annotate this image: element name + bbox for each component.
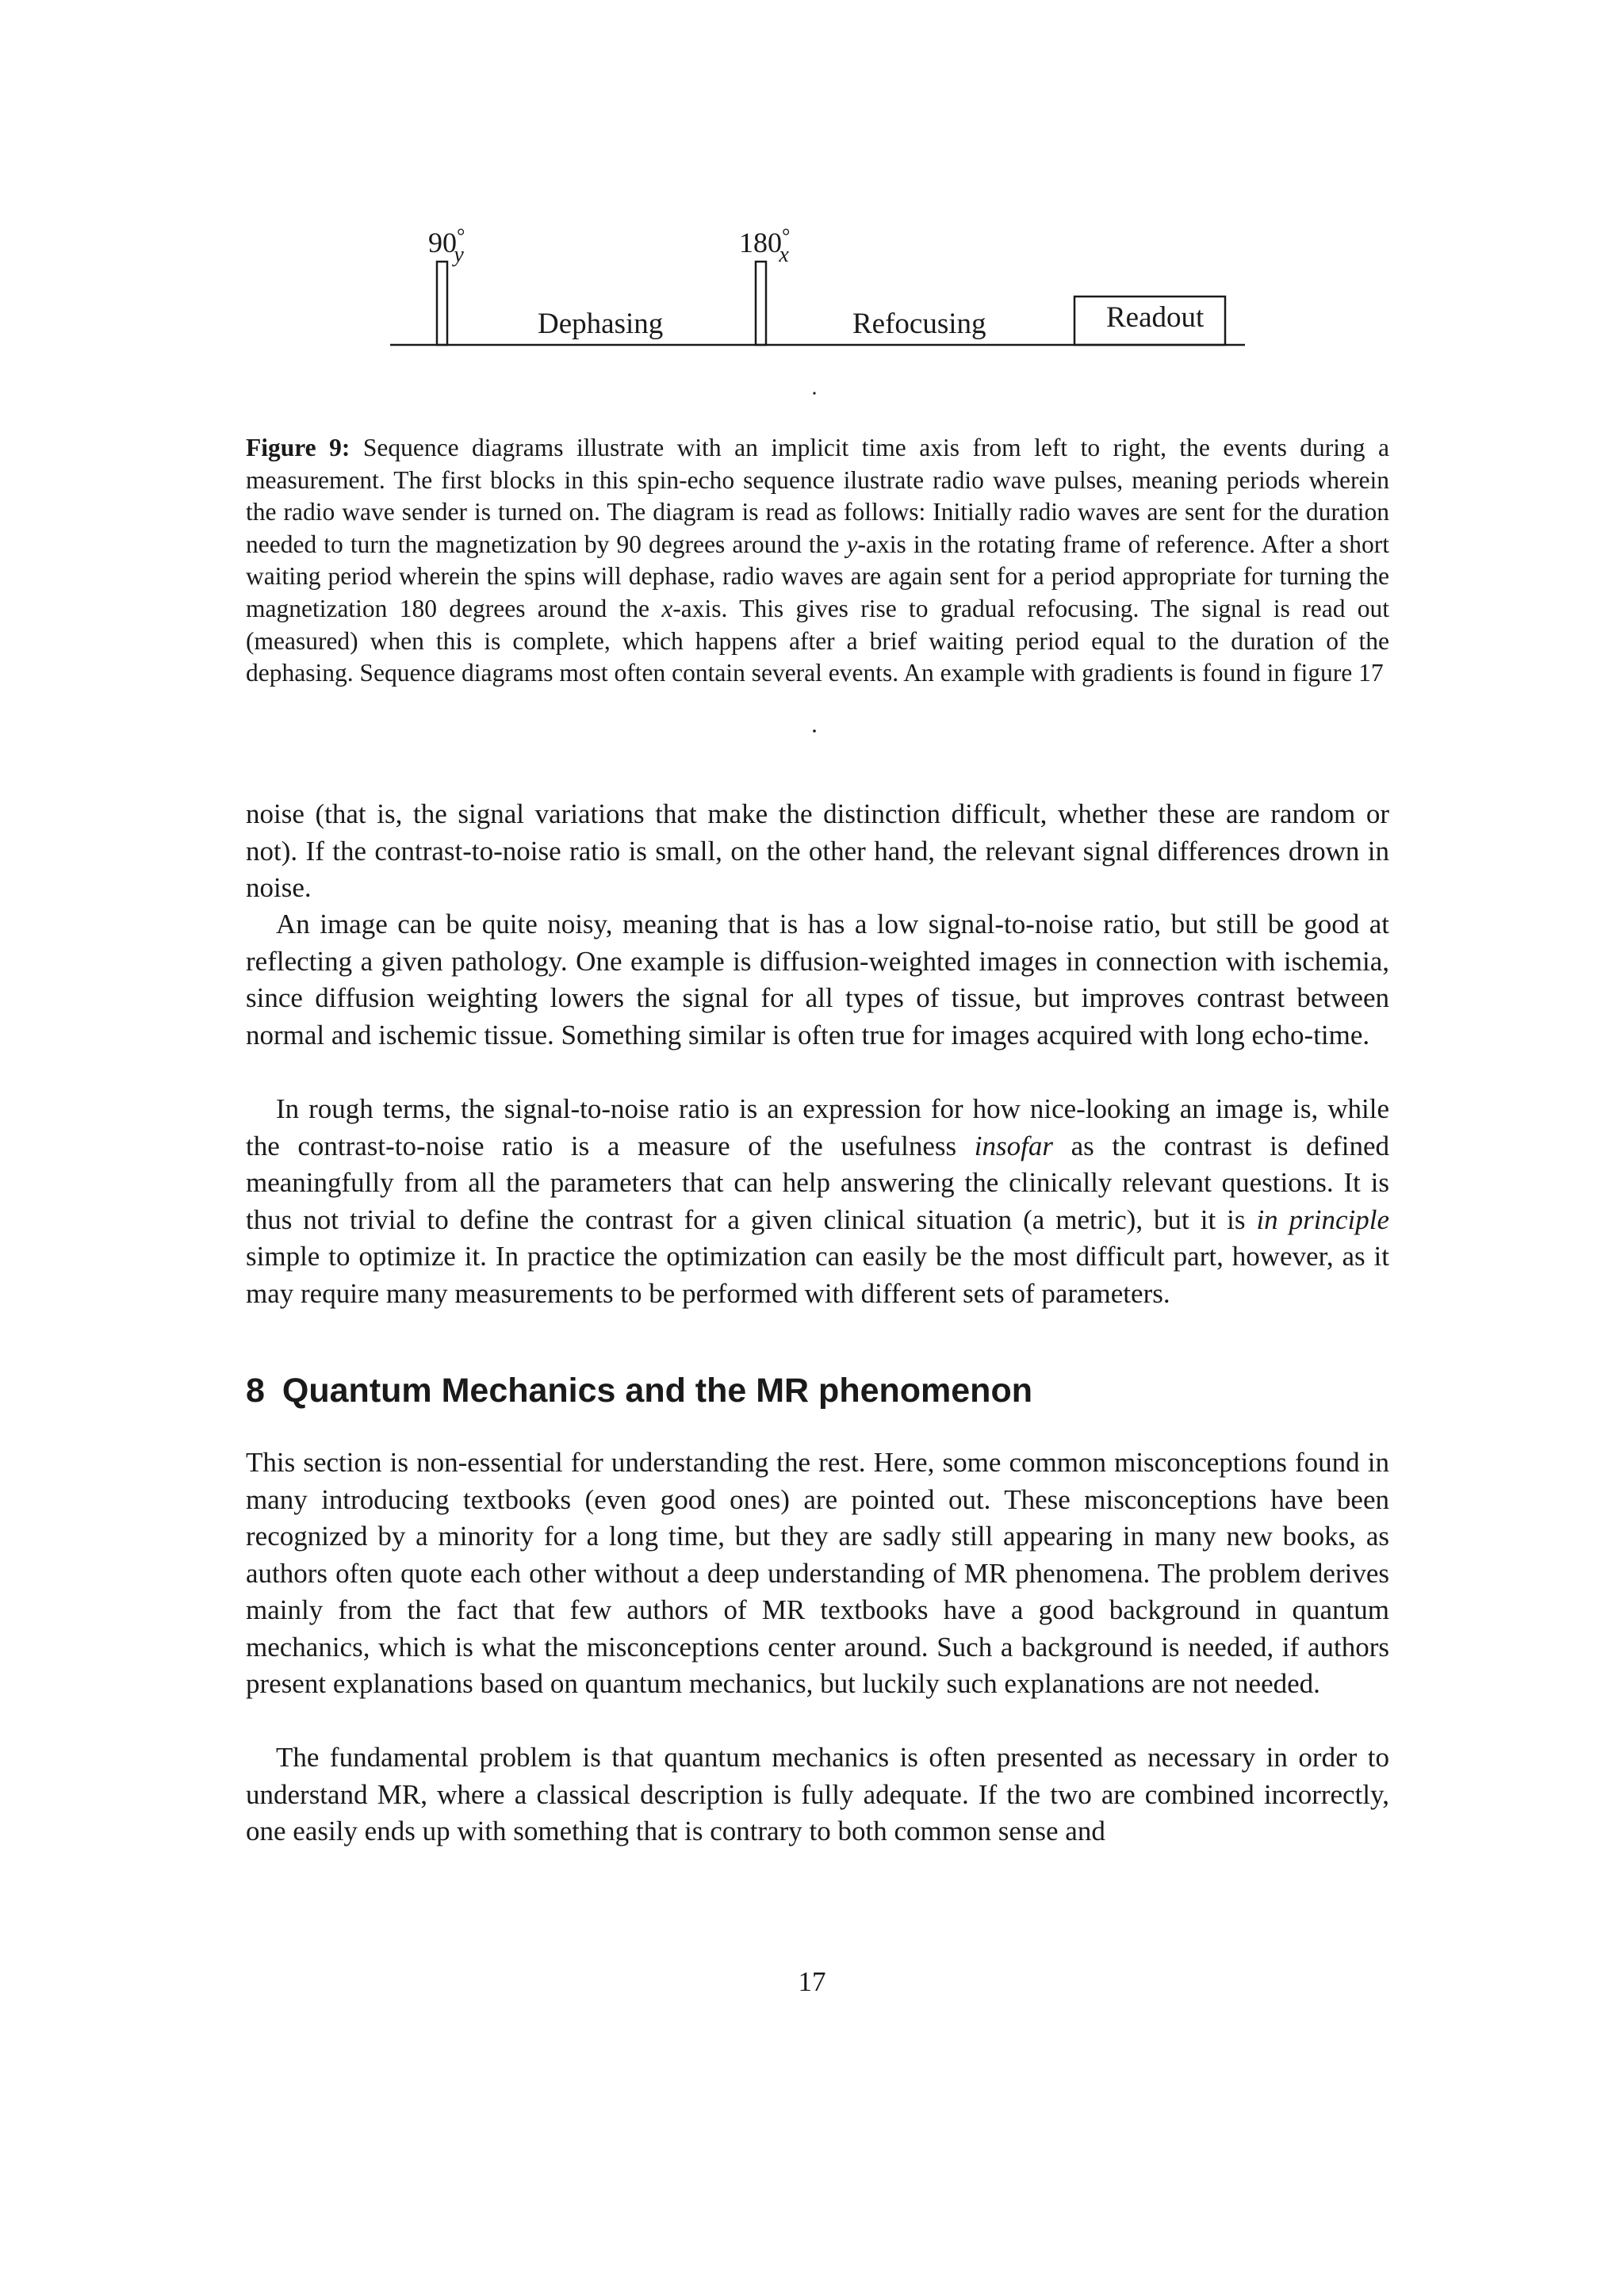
paragraph-section-intro: This section is non-essential for understanding the rest. Here, some common misconceptions found in many introducing textbooks (even good ones) are pointed out. These misconceptions have been recognized by a minority for a long time, but they are sadly still appearing in many new books, as authors often quote each other without a deep understanding of MR phenomena. The problem derives mainly from the fact that few authors of MR textbooks have a good background in quantum mechanics, which is what the misconceptions center around. Such a background is needed, if authors present explanations based on quantum mechanics, but luckily such explanations are not needed. [246, 1447, 1389, 1699]
pulse-180-label: 180° x [739, 224, 791, 267]
paragraph-fundamental-problem: The fundamental problem is that quantum mechanics is often presented as necessary in order to understand MR, where a classical description is fully adequate. If the two are combined incorrectly, one easily ends up with something that is contrary to both common sense and [246, 1742, 1389, 1846]
section-title: Quantum Mechanics and the MR phenomenon [282, 1372, 1032, 1410]
paragraph-contrast-noise: noise (that is, the signal variations that make the distinction difficult, whether these are random or not). If the contrast-to-noise ratio is small, on the other hand, the relevant signal differences drown in noise. [246, 798, 1389, 903]
pulse-90-block [437, 262, 447, 345]
figure-caption: Figure 9: Sequence diagrams illustrate with an implicit time axis from left to right, the events during a measurement. The first blocks in this spin-echo sequence ilustrate radio wave pulses, meaning periods wherein the radio wave sender is turned on. The diagram is read as follows: Initially radio waves are sent for the duration needed to turn the magnetization by 90 degrees around the y-axis in the rotating frame of reference. After a short waiting period wherein the spins will dephase, radio waves are again sent for a period appropriate for turning the magnetization 180 degrees around the x-axis. This gives rise to gradual refocusing. The signal is read out (measured) when this is complete, which happens after a brief waiting period equal to the duration of the dephasing. Sequence diagrams most often contain several events. An example with gradients is found in figure 17 [246, 434, 1390, 687]
diagram-dot [813, 392, 815, 394]
paragraph-snr-cnr: In rough terms, the signal-to-noise ratio is an expression for how nice-looking an image is, while the contrast-to-noise ratio is a measure of the usefulness insofar as the contrast is defined meaningfully from all the parameters that can help answering the clinically relevant questions. It is thus not trivial to define the contrast for a given clinical situation (a metric), but it is in principle simple to optimize it. In practice the optimization can easily be the most difficult part, however, as it may require many measurements to be performed with different sets of parameters. [246, 1093, 1390, 1309]
sequence-diagram [0, 0, 1624, 412]
readout-label: Readout [1106, 301, 1205, 334]
paragraph-noisy-image: An image can be quite noisy, meaning that is has a low signal-to-noise ratio, but still be good at reflecting a given pathology. One example is diffusion-weighted images in connection with ischemia, since diffusion weighting lowers the signal for all types of tissue, but improves contrast between normal and ischemic tissue. Something similar is often true for images acquired with long echo-time. [246, 909, 1389, 1050]
page-number: 17 [798, 1966, 826, 1997]
dephasing-label: Dephasing [538, 308, 664, 340]
section-heading [246, 1370, 1389, 1411]
section-number: 8 [246, 1372, 265, 1410]
pulse-180-block [756, 262, 766, 345]
pulse-90-label: 90° y [428, 224, 465, 267]
refocusing-label: Refocusing [852, 308, 986, 340]
figure-label: Figure 9: [246, 434, 350, 461]
caption-dot [0, 723, 1624, 739]
